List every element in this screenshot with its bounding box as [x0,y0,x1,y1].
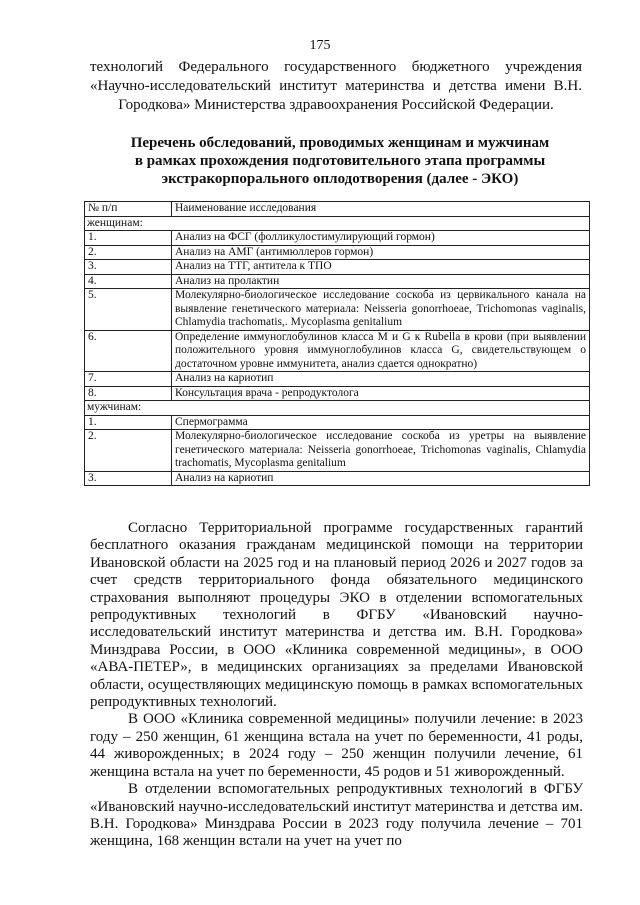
paragraph: Согласно Территориальной программе государственных гарантий бесплатного оказания гражданам медицинской помощи на территории Ивановской области на 2025 год и на плановый период 2026 и 2027 годов за счет средств территориального фонда обязательного медицинского страхования выполняют процедуры ЭКО в отделении вспомогательных репродуктивных технологий в ФГБУ «Ивановский научно-исследовательский институт материнства и детства им. В.Н. Городкова» Минздрава России, в ООО «Клиника современной медицины», в ООО «АВА-ПЕТЕР», в медицинских организациях за пределами Ивановской области, осуществляющих медицинскую помощь в рамках вспомогательных репродуктивных технологий. [90,520,583,711]
row-name: Консультация врача - репродуктолога [172,386,590,401]
row-name: Анализ на кариотип [172,471,590,486]
row-num: 6. [85,330,172,372]
group-label-women: женщинам: [85,216,590,231]
row-name: Спермограмма [172,415,590,430]
group-row-men [85,401,590,416]
intro-paragraph: технологий Федерального государственного бюджетного учреждения «Научно-исследовательский институт материнства и детства имени В.Н. Городкова» Министерства здравоохранения Российской Федерации. [90,59,582,113]
document-title [80,134,600,188]
row-num: 3. [85,471,172,486]
row-name: Анализ на ФСГ (фолликулостимулирующий гормон) [172,231,590,246]
header-num-cell: № п/п [85,202,172,217]
group-label-men: мужчинам: [85,401,590,416]
row-name: Определение иммуноглобулинов класса M и G к Rubella в крови (при выявлении положительного уровня иммуноглобулинов класса G, свидетельствующем о достаточном уровне иммунитета, анализ сдается однократно) [172,330,590,372]
row-num: 1. [85,231,172,246]
group-row-women [85,216,590,231]
title-line-3: экстракорпорального оплодотворения (далее - ЭКО) [161,171,519,187]
paragraph: В отделении вспомогательных репродуктивных технологий в ФГБУ «Ивановский научно-исследовательский институт материнства и детства им. В.Н. Городкова» Минздрава России в 2023 году получила лечение – 701 женщина, 168 женщин встали на учет на учет по [90,781,583,850]
table-row [85,231,590,246]
row-name: Молекулярно-биологическое исследование соскоба из цервикального канала на выявление генетического материала: Neisseria gonorrhoeae, Trichomonas vaginalis, Chlamydia trachomatis,. Mycoplasma genitalium [172,289,590,331]
body-text [90,520,583,851]
table-row [85,415,590,430]
row-num: 2. [85,245,172,260]
row-num: 5. [85,289,172,331]
row-name: Анализ на пролактин [172,274,590,289]
paragraph: В ООО «Клиника современной медицины» получили лечение: в 2023 году – 250 женщин, 61 женщина встала на учет по беременности, 41 роды, 44 живорожденных; в 2024 году – 250 женщин получили лечение, 61 женщина встала на учет по беременности, 45 родов и 51 живорожденный. [90,711,583,780]
table-row [85,430,590,472]
table-row [85,260,590,275]
row-num: 2. [85,430,172,472]
header-name-cell: Наименование исследования [172,202,590,217]
title-line-1: Перечень обследований, проводимых женщинам и мужчинам [130,135,550,151]
table-header-row [85,202,590,217]
row-num: 1. [85,415,172,430]
table-row [85,471,590,486]
row-num: 7. [85,372,172,387]
table-row [85,289,590,331]
row-num: 8. [85,386,172,401]
title-line-2: в рамках прохождения подготовительного этапа программы [134,153,546,169]
row-name: Молекулярно-биологическое исследование соскоба из уретры на выявление генетического материала: Neisseria gonorrhoeae, Trichomonas vaginalis, Chlamydia trachomatis, Mycoplasma genitalium [172,430,590,472]
row-name: Анализ на АМГ (антимюллеров гормон) [172,245,590,260]
table-row [85,372,590,387]
row-num: 4. [85,274,172,289]
table-row [85,274,590,289]
row-name: Анализ на ТТГ, антитела к ТПО [172,260,590,275]
table-row [85,386,590,401]
examinations-table [84,201,590,486]
row-name: Анализ на кариотип [172,372,590,387]
row-num: 3. [85,260,172,275]
table-row [85,330,590,372]
table-row [85,245,590,260]
page-number: 175 [309,38,331,53]
